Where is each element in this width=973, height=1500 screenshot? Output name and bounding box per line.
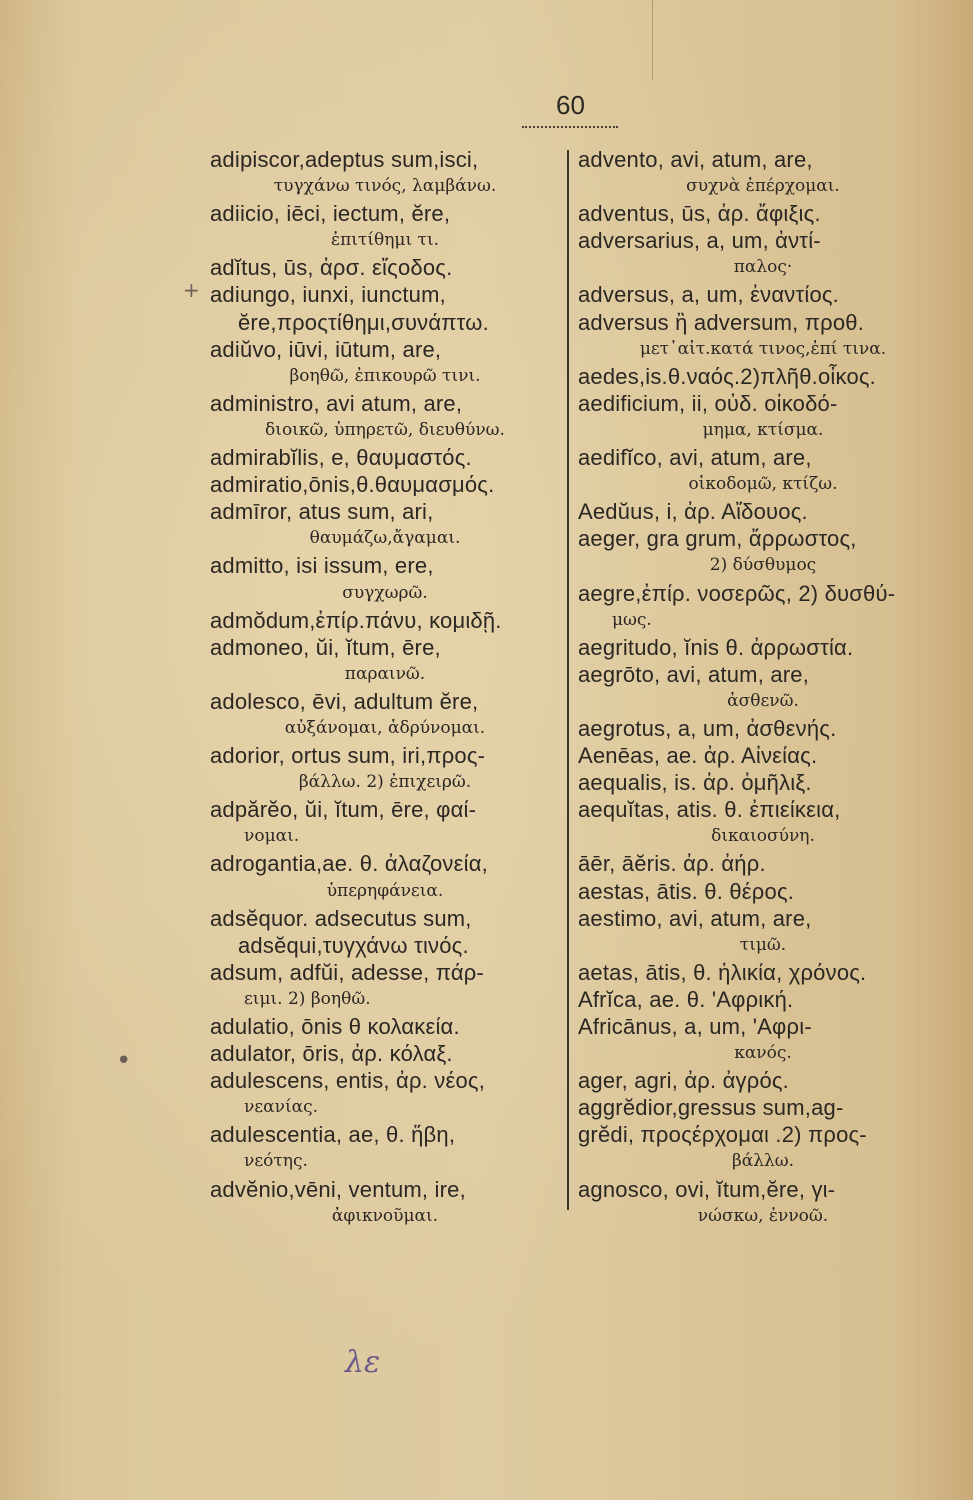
entry-line: adolesco, ēvi, adultum ĕre, <box>210 688 479 714</box>
greek-gloss-line: δικαιοσύνη. <box>711 826 815 847</box>
greek-gloss-line: βάλλω. 2) ἐπιχειρῶ. <box>298 772 472 793</box>
entry-line: admoneo, ŭi, ĭtum, ēre, <box>210 634 441 660</box>
right-column <box>578 146 948 1230</box>
greek-gloss-line: 2) δύσθυμος <box>709 555 817 576</box>
entry-line: aetas, ātis, θ. ἡλικία, χρόνος. <box>578 959 867 985</box>
greek-gloss-line: συχνὰ ἐπέρχομαι. <box>686 176 840 197</box>
entry-line: aestimo, avi, atum, are, <box>578 905 812 931</box>
entry-line: adiicio, iēci, iectum, ĕre, <box>210 201 451 227</box>
entry-line: ager, agri, ἀρ. ἀγρός. <box>578 1068 789 1094</box>
entry-line: aegritudo, ĭnis θ. ἀρρωστία. <box>578 634 854 660</box>
greek-gloss-line: οἰκοδομῶ, κτίζω. <box>688 474 838 495</box>
greek-gloss-line: μως. <box>612 609 652 630</box>
greek-gloss-line: μημα, κτίσμα. <box>702 419 824 440</box>
greek-gloss-line: ειμι. 2) βοηθῶ. <box>244 988 371 1009</box>
entry-line: adsĕquor. adsecutus sum, <box>210 905 472 931</box>
entry-line: adiŭvo, iūvi, iūtum, are, <box>210 336 442 362</box>
left-column <box>210 146 560 1230</box>
greek-gloss-line: βοηθῶ, ἐπικουρῶ τινι. <box>289 365 481 386</box>
entry-line: adipiscor,adeptus sum,isci, <box>210 147 479 172</box>
greek-gloss-line: αὐξάνομαι, ἁδρύνομαι. <box>284 717 486 738</box>
entry-line: adiungo, iunxi, iunctum, <box>210 282 446 308</box>
greek-gloss-line: νομαι. <box>244 826 300 847</box>
entry-line: Aedŭus, i, ἀρ. Αἴδουος. <box>578 499 808 525</box>
greek-gloss-line: νεανίας. <box>244 1097 319 1118</box>
greek-gloss-line: νώσκω, ἐννοῶ. <box>697 1205 829 1226</box>
greek-gloss-line: θαυμάζω,ἄγαμαι. <box>309 528 461 549</box>
greek-gloss-line: διοικῶ, ὑπηρετῶ, διευθύνω. <box>265 419 505 440</box>
greek-gloss-line: τυγχάνω τινός, λαμβάνω. <box>273 176 497 197</box>
entry-line: advento, avi, atum, are, <box>578 147 813 172</box>
greek-gloss-line: ἀφικνοῦμαι. <box>331 1205 439 1226</box>
entry-line: admiratio,ōnis,θ.θαυμασμός. <box>210 472 495 498</box>
margin-plus-mark: + <box>183 278 200 302</box>
entry-line: aeger, gra grum, ἄρρωστος, <box>578 526 857 552</box>
entry-line: grĕdi, προςέρχομαι .2) προς- <box>578 1122 867 1148</box>
entry-line: aedes,is.θ.ναός.2)πλῆθ.οἶκος. <box>578 363 876 389</box>
entry-line: admirabĭlis, e, θαυμαστός. <box>210 445 472 471</box>
entry-line: administro, avi atum, are, <box>210 390 463 416</box>
greek-gloss-line: ὑπερηφάνεια. <box>326 880 444 901</box>
greek-gloss-line: συγχωρῶ. <box>342 582 428 603</box>
entry-line: admitto, isi issum, ere, <box>210 553 434 579</box>
entry-line: aedifĭco, avi, atum, are, <box>578 445 812 471</box>
margin-dot-mark: • <box>116 1046 132 1076</box>
greek-gloss-line: ἐπιτίθημι τι. <box>330 230 440 251</box>
entry-line: adpărĕo, ŭi, ĭtum, ēre, φαί- <box>210 797 477 823</box>
entry-line: aegrotus, a, um, ἀσθενής. <box>578 715 837 741</box>
entry-line: adĭtus, ūs, ἀρσ. εἴςοδος. <box>210 255 453 281</box>
entry-line: adrogantia,ae. θ. ἀλαζονεία, <box>210 851 488 877</box>
paper-crease <box>652 0 653 80</box>
page-number-rule <box>522 126 618 128</box>
column-divider <box>567 150 569 1210</box>
greek-gloss-line: παλος· <box>733 257 793 278</box>
entry-line: adulescentia, ae, θ. ἥβη, <box>210 1122 456 1148</box>
entry-line: aequĭtas, atis. θ. ἐπιείκεια, <box>578 797 841 823</box>
greek-gloss-line: κανός. <box>734 1043 792 1064</box>
entry-line: adsĕqui,τυγχάνω τινός. <box>238 932 469 958</box>
entry-line: Afrĭca, ae. θ. 'Αφρική. <box>578 986 794 1012</box>
entry-line: adulatio, ōnis θ κολακεία. <box>210 1014 460 1039</box>
entry-line: adversus ἢ adversum, προθ. <box>578 309 865 335</box>
entry-line: ĕre,προςτίθημι,συνάπτω. <box>238 309 489 335</box>
entry-line: āēr, āĕris. ἀρ. ἀήρ. <box>578 851 766 877</box>
entry-line: adversarius, a, um, ἀντί- <box>578 228 821 254</box>
greek-gloss-line: νεότης. <box>244 1151 308 1172</box>
entry-line: Africānus, a, um, 'Αφρι- <box>578 1014 812 1039</box>
entry-line: admīror, atus sum, ari, <box>210 499 434 525</box>
handwritten-mark: λε <box>345 1345 381 1380</box>
entry-line: aestas, ātis. θ. θέρος. <box>578 878 795 904</box>
entry-line: agnosco, ovi, ĭtum,ĕre, γι- <box>578 1176 836 1202</box>
greek-gloss-line: ἀσθενῶ. <box>727 690 799 711</box>
entry-line: adversus, a, um, ἐναντίος. <box>578 282 839 308</box>
entry-line: aegre,ἐπίρ. νοσερῶς, 2) δυσθύ- <box>578 580 896 606</box>
entry-line: adorior, ortus sum, iri,προς- <box>210 743 486 769</box>
entry-line: admŏdum,ἐπίρ.πάνυ, κομιδῇ. <box>210 607 502 633</box>
greek-gloss-line: βάλλω. <box>731 1151 795 1172</box>
entry-line: adventus, ūs, ἀρ. ἄφιξις. <box>578 201 821 227</box>
entry-line: aequalis, is. ἀρ. ὁμῆλιξ. <box>578 770 812 796</box>
entry-line: Aenēas, ae. ἀρ. Αἰνείας. <box>578 743 818 769</box>
entry-line: adsum, adfŭi, adesse, πάρ- <box>210 959 484 985</box>
entry-line: advĕnio,vēni, ventum, ire, <box>210 1176 466 1202</box>
greek-gloss-line: μετ᾽αἰτ.κατά τινος,ἐπί τινα. <box>639 338 887 359</box>
entry-line: aegrōto, avi, atum, are, <box>578 661 810 687</box>
entry-line: aggrĕdior,gressus sum,ag- <box>578 1095 844 1121</box>
greek-gloss-line: τιμῶ. <box>739 934 787 955</box>
entry-line: adulator, ōris, ἀρ. κόλαξ. <box>210 1041 453 1067</box>
entry-line: adulescens, entis, ἀρ. νέος, <box>210 1068 486 1094</box>
greek-gloss-line: παραινῶ. <box>344 663 426 684</box>
entry-line: aedificium, ii, οὐδ. οἰκοδό- <box>578 390 838 416</box>
page-number: 60 <box>556 90 585 120</box>
